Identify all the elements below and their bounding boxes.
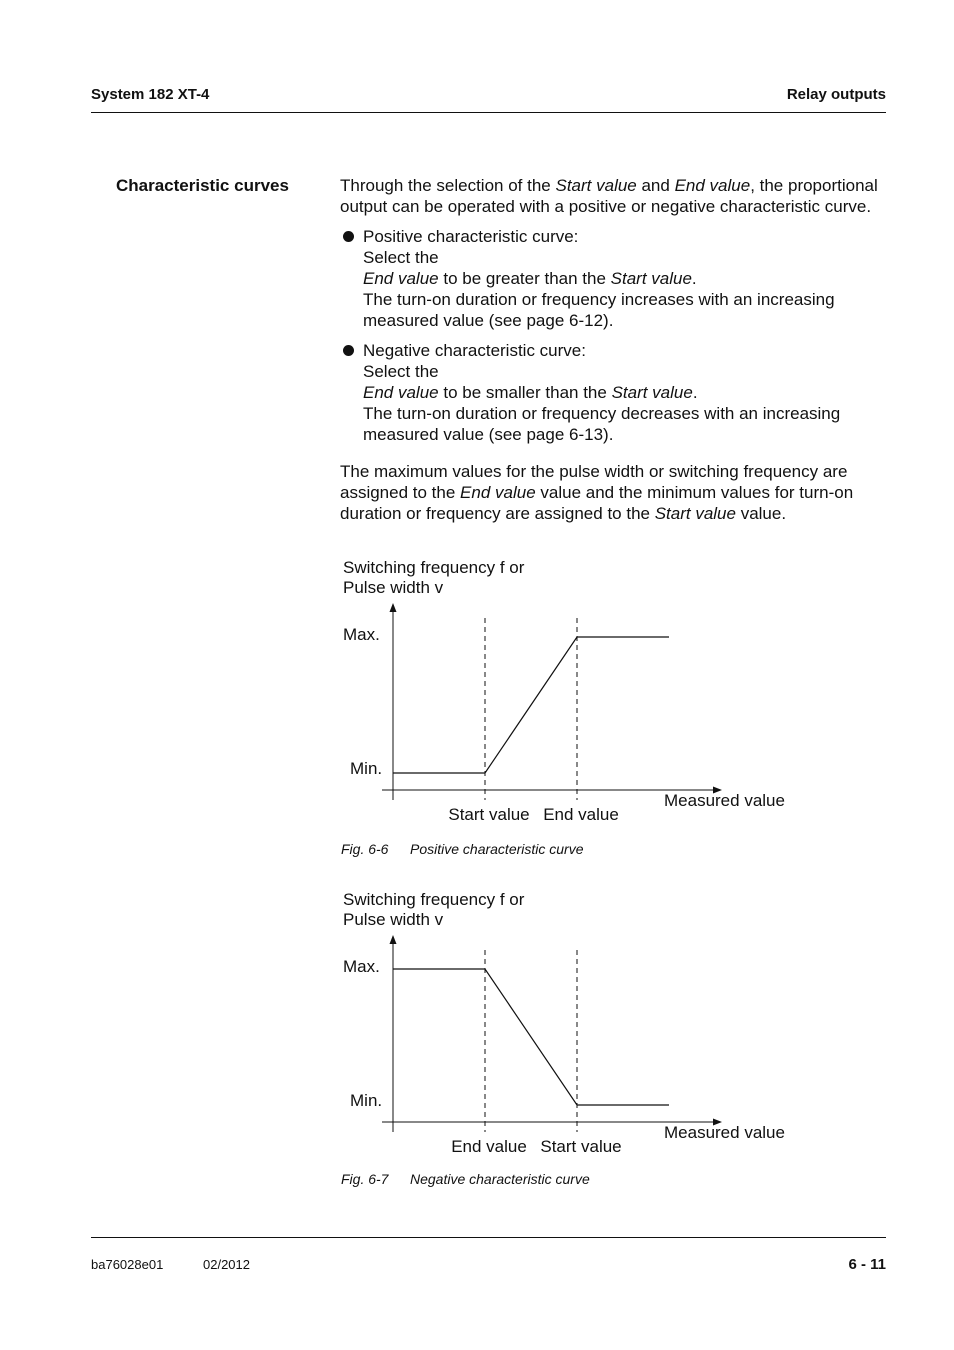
text-run: value and the minimum values for turn-on duration or frequency are assigned to the [340, 483, 854, 523]
x-axis-label: Measured value [664, 1123, 785, 1142]
bullet-line [363, 289, 888, 331]
bullet-dot-icon [343, 345, 354, 356]
page-number: 6 - 11 [848, 1256, 886, 1273]
text-run: The maximum values for the pulse width or switching frequency are assigned to the [340, 462, 848, 502]
emphasized-term: End value [363, 269, 439, 288]
bullet-negative-curve [340, 340, 888, 445]
bullet-list [340, 226, 888, 445]
characteristic-curve-line [393, 637, 669, 773]
bullet-line [363, 382, 888, 403]
bullet-line [363, 268, 888, 289]
y-axis-arrow-icon [390, 603, 397, 612]
text-run: Negative characteristic curve: [363, 341, 586, 360]
text-run: Select the [363, 362, 439, 381]
emphasized-term: End value [460, 483, 536, 502]
y-axis-label: Switching frequency f or Pulse width v [343, 890, 525, 929]
text-run: . [692, 383, 698, 402]
document-date: 02/2012 [203, 1257, 250, 1272]
emphasized-term: End value [674, 176, 751, 195]
document-id: ba76028e01 [91, 1257, 164, 1272]
text-run: . [691, 269, 697, 288]
text-run: and [636, 176, 675, 195]
emphasized-term: Start value [555, 176, 637, 195]
emphasized-term: Start value [610, 269, 692, 288]
bullet-positive-curve [340, 226, 888, 331]
section-body [340, 175, 888, 524]
y-axis-arrow-icon [390, 935, 397, 944]
text-run: to be smaller than the [438, 383, 612, 402]
text-run: Through the selection of the [340, 176, 556, 195]
text-run: The turn-on duration or frequency increases with an increasing measured value (see page 6-12). [363, 290, 835, 330]
y-level-max-label: Max. [343, 957, 380, 976]
x-marker-label: End value [543, 805, 619, 824]
emphasized-term: Start value [611, 383, 693, 402]
positive-curve-chart [330, 548, 810, 838]
header-section: Relay outputs [786, 86, 886, 103]
intro-paragraph [340, 175, 888, 217]
y-level-min-label: Min. [350, 759, 383, 778]
figure-caption [341, 841, 584, 857]
assignment-paragraph [340, 461, 888, 524]
caption-number: Fig. 6-6 [341, 841, 389, 857]
x-marker-label: Start value [448, 805, 530, 824]
section-heading: Characteristic curves [116, 176, 289, 195]
caption-text: Negative characteristic curve [410, 1171, 590, 1187]
text-run: Select the [363, 248, 439, 267]
text-run: , the proportional output can be operated with a positive or negative characteristic curve. [340, 176, 878, 216]
text-run: The turn-on duration or frequency decreases with an increasing measured value (see page 6-13). [363, 404, 841, 444]
negative-curve-chart [330, 880, 810, 1170]
footer-rule [91, 1237, 886, 1238]
characteristic-curve-line [393, 969, 669, 1105]
y-level-min-label: Min. [350, 1091, 383, 1110]
emphasized-term: Start value [654, 504, 736, 523]
header-rule [91, 112, 886, 113]
x-marker-label: End value [451, 1137, 527, 1156]
header-title: System 182 XT-4 [91, 86, 210, 103]
bullet-line [363, 226, 888, 247]
y-level-max-label: Max. [343, 625, 380, 644]
bullet-line [363, 340, 888, 361]
y-axis-label: Switching frequency f or Pulse width v [343, 558, 525, 597]
figure-caption [341, 1171, 590, 1187]
x-marker-label: Start value [540, 1137, 622, 1156]
bullet-line [363, 247, 888, 268]
bullet-line [363, 361, 888, 382]
bullet-line [363, 403, 888, 445]
text-run: value. [735, 504, 787, 523]
x-axis-label: Measured value [664, 791, 785, 810]
caption-text: Positive characteristic curve [410, 841, 584, 857]
caption-number: Fig. 6-7 [341, 1171, 389, 1187]
emphasized-term: End value [363, 383, 439, 402]
text-run: Positive characteristic curve: [363, 227, 579, 246]
text-run: to be greater than the [438, 269, 611, 288]
bullet-dot-icon [343, 231, 354, 242]
